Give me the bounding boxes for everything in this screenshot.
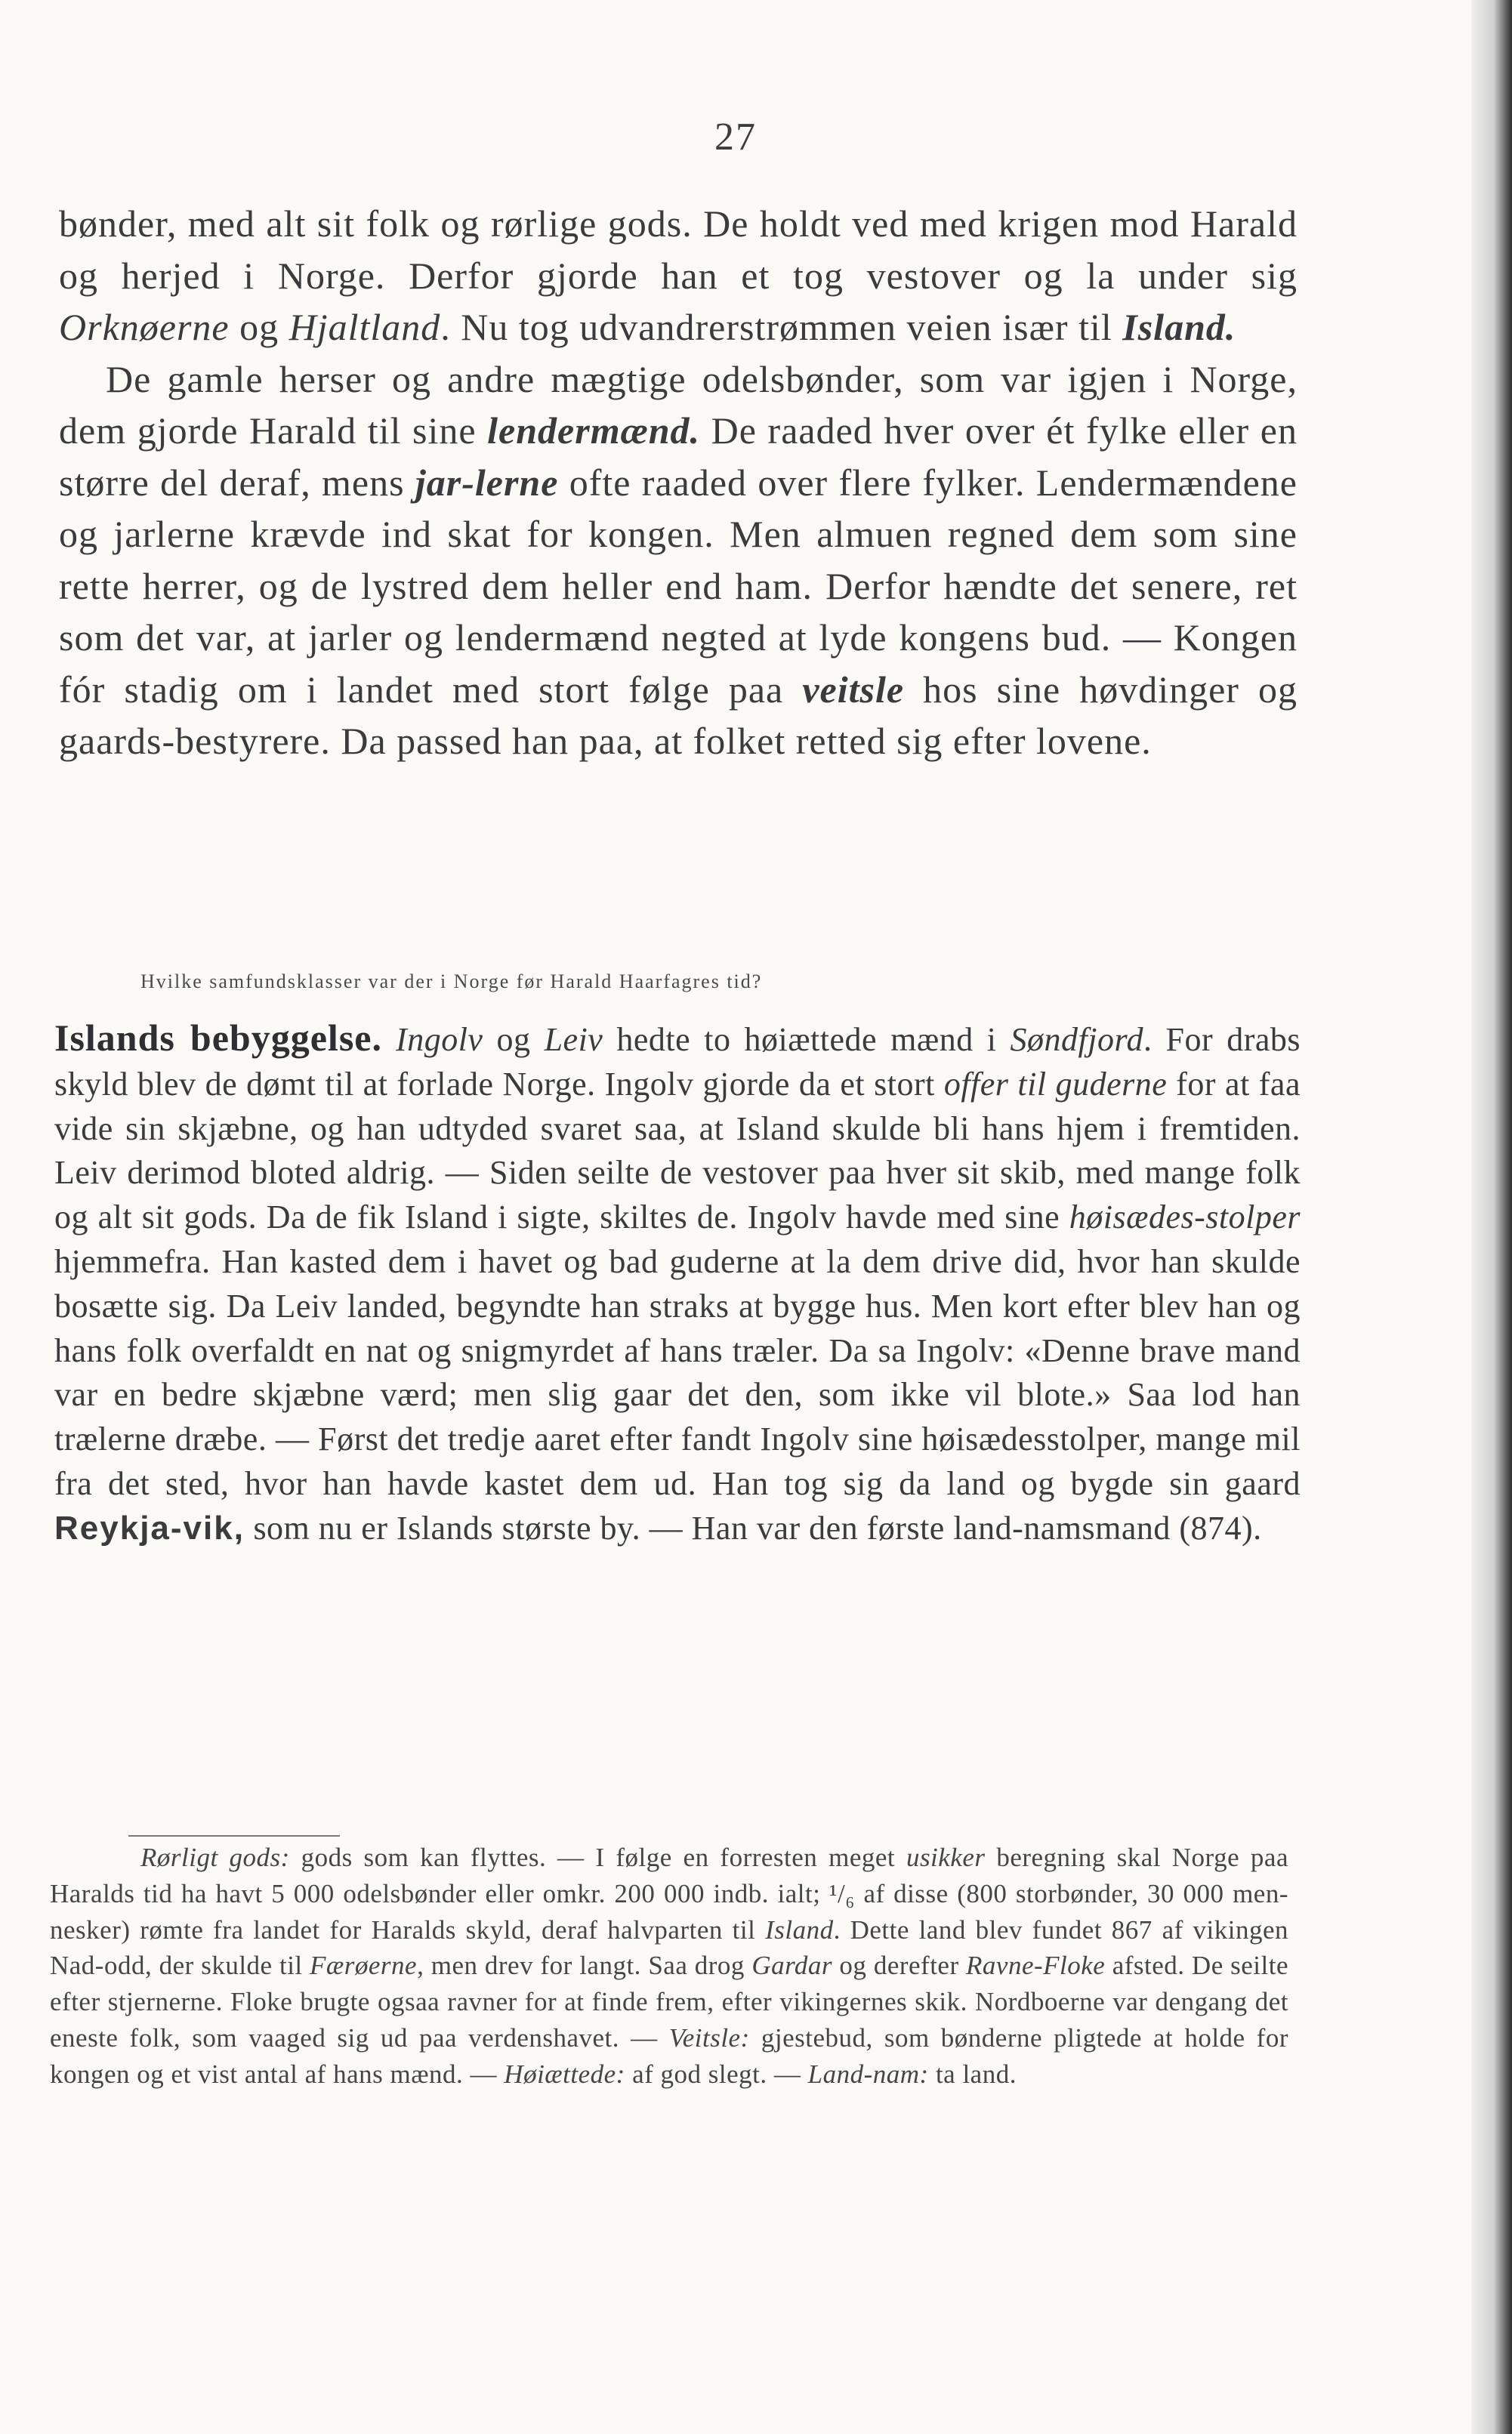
italic-term: Ingolv bbox=[396, 1021, 483, 1058]
text-run: . For drabs skyld blev de dømt til at forlade Norge. Ingolv gjorde da et stort bbox=[54, 1021, 1301, 1103]
text-run: som nu er Islands største by. — Han var den første land-namsmand (874). bbox=[244, 1509, 1262, 1547]
section-heading: Islands bebyggelse. bbox=[54, 1016, 382, 1059]
page-edge-shadow bbox=[1471, 0, 1512, 2434]
paragraph bbox=[59, 198, 1298, 353]
italic-term: Gardar bbox=[751, 1951, 833, 1981]
text-run: De gamle herser og andre mægtige odelsbønder, som var igjen i Norge, dem gjorde Harald til sine bbox=[59, 357, 1298, 452]
italic-term: usikker bbox=[906, 1843, 986, 1872]
keyword-term: veitsle bbox=[802, 668, 905, 711]
text-run: De raaded hver over ét fylke eller en større del deraf, mens bbox=[59, 409, 1298, 504]
text-run: beregning skal Norge paa Haralds tid ha havt 5 000 odelsbønder eller omkr. 200 000 indb. ialt; ¹/₆ af disse (800 storbønder, 30 000 men-nesker) rømte fra landet for Haralds skyld, deraf halvparten til bbox=[50, 1843, 1288, 1945]
text-run: og bbox=[483, 1021, 545, 1058]
italic-term: Leiv bbox=[544, 1021, 603, 1058]
italic-term: Søndfjord bbox=[1010, 1021, 1143, 1058]
text-run: ta land. bbox=[928, 2059, 1017, 2089]
italic-term: Veitsle: bbox=[668, 2022, 750, 2053]
italic-term: høisædes-stolper bbox=[1069, 1198, 1301, 1236]
keyword-term: jar-lerne bbox=[415, 461, 559, 504]
text-run: , men drev for langt. Saa drog bbox=[417, 1951, 752, 1981]
italic-term: Hjaltland bbox=[289, 306, 441, 348]
text-run: og bbox=[229, 306, 289, 348]
text-run: . Nu tog udvandrerstrømmen veien især til bbox=[440, 306, 1123, 348]
text-run: ofte raaded over flere fylker. Lendermændene og jarlerne krævde ind skat for kongen. Men almuen regned dem som sine rette herrer, og de lystred dem heller end ham. Derfor hændte det senere, ret som det var, at jarler og lendermænd negted at lyde kongens bud. — Kongen fór stadig om i landet med stort følge paa bbox=[59, 461, 1298, 711]
italic-term: Island bbox=[765, 1914, 834, 1945]
text-run: hos sine høvdinger og gaards-bestyrere. Da passed han paa, at folket retted sig efter lovene. bbox=[59, 668, 1298, 762]
main-text bbox=[59, 198, 1298, 767]
text-run: og derefter bbox=[832, 1951, 967, 1981]
keyword-term: Island. bbox=[1122, 306, 1236, 348]
text-run: afsted. De seilte efter stjernerne. Floke brugte ogsaa ravner for at finde frem, efter vikingernes skik. Nordboerne var dengang det eneste folk, som vaaged sig ud paa verdenshavet. — bbox=[50, 1951, 1288, 2053]
text-run: bønder, med alt sit folk og rørlige gods. De holdt ved med krigen mod Harald og herjed i Norge. Derfor gjorde han et tog vestover og la under sig bbox=[59, 202, 1298, 297]
italic-term: offer til guderne bbox=[943, 1065, 1168, 1103]
text-run: af god slegt. — bbox=[625, 2059, 808, 2089]
review-question: Hvilke samfundsklasser var der i Norge før Harald Haarfagres tid? bbox=[140, 970, 763, 992]
text-run: hjemmefra. Han kasted dem i havet og bad guderne at la dem drive did, hvor han skulde bosætte sig. Da Leiv landed, begyndte han straks at bygge hus. Men kort efter blev han og hans folk overfaldt en nat og snigmyrdet af hans træler. Da sa Ingolv: «Denne brave mand var en bedre skjæbne værd; men slig gaar det den, som ikke vil blote.» Saa lod han trælerne dræbe. — Først det tredje aaret efter fandt Ingolv sine høisædesstolper, mange mil fra det sted, hvor han havde kastet dem ud. Han tog sig da land og bygde sin gaard bbox=[54, 1242, 1301, 1502]
text-run: . Dette land blev fundet 867 af vikingen Nad-odd, der skulde til bbox=[50, 1914, 1288, 1981]
italic-term: Land-nam: bbox=[807, 2059, 929, 2089]
italic-term: Færøerne bbox=[310, 1951, 418, 1981]
italic-term: Høiættede: bbox=[504, 2059, 625, 2089]
text-run bbox=[382, 1021, 396, 1058]
section-islands-bebyggelse bbox=[54, 1016, 1301, 1551]
text-run: hedte to høiættede mænd i bbox=[603, 1021, 1011, 1058]
section-paragraph bbox=[54, 1016, 1301, 1551]
paragraph bbox=[59, 353, 1298, 767]
text-run: gods som kan flyttes. — I følge en forresten meget bbox=[289, 1843, 906, 1872]
text-run: for at faa vide sin skjæbne, og han udtyded svaret saa, at Island skulde bli hans hjem i fremtiden. Leiv derimod bloted aldrig. — Siden seilte de vestover paa hver sit skib, med mange folk og alt sit gods. Da de fik Island i sigte, skiltes de. Ingolv havde med sine bbox=[54, 1065, 1301, 1236]
footnote-paragraph bbox=[50, 1840, 1288, 2093]
page-number: 27 bbox=[714, 116, 757, 159]
footnote-divider bbox=[128, 1835, 340, 1837]
footnotes bbox=[50, 1840, 1288, 2093]
italic-term: Ravne-Floke bbox=[966, 1951, 1106, 1981]
italic-term: Orknøerne bbox=[59, 306, 230, 348]
section-body bbox=[54, 1021, 1301, 1547]
sans-bold-term: Reykja-vik, bbox=[54, 1509, 245, 1547]
italic-term: Rørligt gods: bbox=[140, 1843, 290, 1872]
text-run: gjestebud, som bønderne pligtede at holde for kongen og et vist antal af hans mænd. — bbox=[50, 2022, 1288, 2089]
keyword-term: lendermænd. bbox=[487, 409, 701, 452]
